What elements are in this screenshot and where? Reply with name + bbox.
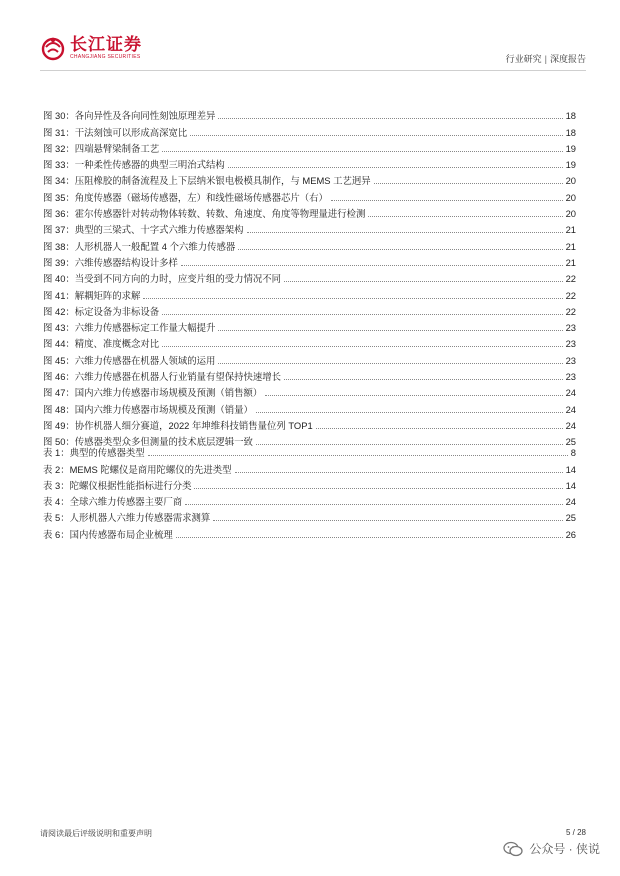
toc-page-number: 26 — [565, 528, 576, 540]
dot-leader — [190, 135, 562, 136]
toc-page-number: 22 — [565, 273, 576, 285]
toc-page-number: 21 — [565, 256, 576, 268]
dot-leader — [284, 281, 563, 282]
dot-leader — [176, 537, 563, 538]
toc-entry-label: 图 37：典型的三梁式、十字式六维力传感器架构 — [43, 224, 244, 236]
dot-leader — [228, 167, 563, 168]
dot-leader — [284, 379, 563, 380]
toc-page-number: 20 — [565, 175, 576, 187]
table-list — [43, 443, 576, 541]
dot-leader — [143, 298, 562, 299]
toc-entry-label: 图 48：国内六维力传感器市场规模及预测（销量） — [43, 403, 253, 415]
toc-page-number: 24 — [565, 419, 576, 431]
toc-page-number: 23 — [565, 371, 576, 383]
wechat-watermark — [503, 840, 600, 857]
toc-entry-label: 图 33：一种柔性传感器的典型三明治式结构 — [43, 159, 225, 171]
toc-entry-label: 图 36：霍尔传感器针对转动物体转数、转数、角速度、角度等物理量进行检测 — [43, 208, 366, 220]
logo-english-name: CHANGJIANG SECURITIES — [70, 53, 141, 60]
toc-row[interactable] — [43, 122, 576, 138]
dot-leader — [194, 488, 562, 489]
toc-entry-label: 图 34：压阻橡胶的制备流程及上下层纳米银电极模具制作，与 MEMS 工艺迥异 — [43, 175, 371, 187]
company-logo — [40, 30, 142, 66]
toc-row[interactable] — [43, 171, 576, 187]
toc-entry-label: 图 46：六维力传感器在机器人行业销量有望保持快速增长 — [43, 371, 282, 383]
toc-page-number: 18 — [565, 110, 576, 122]
dot-leader — [148, 455, 568, 456]
page-header — [40, 30, 586, 66]
toc-page-number: 23 — [565, 354, 576, 366]
dot-leader — [213, 520, 562, 521]
toc-row[interactable] — [43, 236, 576, 252]
dot-leader — [218, 118, 562, 119]
figure-list — [43, 106, 576, 448]
toc-page-number: 21 — [565, 224, 576, 236]
wechat-icon — [503, 841, 523, 857]
toc-page-number: 20 — [565, 191, 576, 203]
toc-entry-label: 图 30：各向异性及各向同性刻蚀原理差异 — [43, 110, 216, 122]
toc-entry-label: 图 31：干法刻蚀可以形成高深宽比 — [43, 126, 188, 138]
watermark-text: 公众号 · 侠说 — [529, 842, 600, 856]
toc-entry-label: 图 38：人形机器人一般配置 4 个六维力传感器 — [43, 240, 236, 252]
toc-row[interactable] — [43, 220, 576, 236]
toc-page-number: 8 — [570, 447, 576, 459]
toc-row[interactable] — [43, 187, 576, 203]
toc-entry-label: 表 6：国内传感器布局企业梳理 — [43, 528, 173, 540]
dot-leader — [162, 346, 562, 347]
logo-chinese-name: 长江证券 — [70, 34, 142, 55]
toc-row[interactable] — [43, 285, 576, 301]
toc-entry-label: 图 39：六维传感器结构设计多样 — [43, 256, 178, 268]
toc-entry-label: 表 4：全球六维力传感器主要厂商 — [43, 496, 183, 508]
toc-entry-label: 图 44：精度、准度概念对比 — [43, 338, 160, 350]
dot-leader — [374, 183, 563, 184]
toc-page-number: 24 — [565, 403, 576, 415]
toc-page-number: 23 — [565, 322, 576, 334]
toc-row[interactable] — [43, 350, 576, 366]
dot-leader — [218, 330, 562, 331]
toc-page-number: 21 — [565, 240, 576, 252]
toc-row[interactable] — [43, 302, 576, 318]
toc-entry-label: 图 50：传感器类型众多但测量的技术底层逻辑一致 — [43, 436, 253, 448]
toc-page-number: 18 — [565, 126, 576, 138]
toc-page-number: 24 — [565, 387, 576, 399]
dot-leader — [185, 504, 562, 505]
dot-leader — [331, 200, 563, 201]
logo-emblem-icon — [40, 35, 66, 61]
toc-page-number: 22 — [565, 305, 576, 317]
toc-row[interactable] — [43, 155, 576, 171]
toc-row[interactable] — [43, 416, 576, 432]
toc-page-number: 20 — [565, 208, 576, 220]
dot-leader — [162, 151, 562, 152]
toc-row[interactable] — [43, 334, 576, 350]
toc-entry-label: 表 3：陀螺仪根据性能指标进行分类 — [43, 479, 192, 491]
dot-leader — [235, 472, 563, 473]
toc-row[interactable] — [43, 383, 576, 399]
header-divider — [40, 70, 586, 71]
toc-row[interactable] — [43, 139, 576, 155]
toc-entry-label: 图 35：角度传感器（磁场传感器，左）和线性磁场传感器芯片（右） — [43, 191, 328, 203]
dot-leader — [218, 363, 562, 364]
dot-leader — [238, 249, 562, 250]
page-number: 5 / 28 — [565, 828, 586, 837]
toc-entry-label: 表 2：MEMS 陀螺仪是商用陀螺仪的先进类型 — [43, 463, 232, 475]
dot-leader — [316, 428, 563, 429]
toc-row[interactable] — [43, 508, 576, 524]
toc-entry-label: 图 47：国内六维力传感器市场规模及预测（销售额） — [43, 387, 263, 399]
toc-page-number: 19 — [565, 142, 576, 154]
category-label: 行业研究 — [505, 54, 542, 64]
toc-page-number: 23 — [565, 338, 576, 350]
toc-row[interactable] — [43, 524, 576, 540]
report-category — [506, 52, 586, 65]
dot-leader — [368, 216, 562, 217]
toc-entry-label: 图 41：解耦矩阵的求解 — [43, 289, 141, 301]
toc-page-number: 25 — [565, 512, 576, 524]
dot-leader — [247, 232, 563, 233]
toc-page-number: 25 — [565, 436, 576, 448]
toc-row[interactable] — [43, 204, 576, 220]
dot-leader — [265, 395, 562, 396]
report-type-label: 深度报告 — [549, 54, 586, 64]
toc-entry-label: 图 32：四端悬臂梁制备工艺 — [43, 142, 160, 154]
header-separator: | — [544, 54, 547, 64]
toc-page-number: 19 — [565, 159, 576, 171]
toc-entry-label: 图 43：六维力传感器标定工作量大幅提升 — [43, 322, 216, 334]
toc-page-number: 24 — [565, 496, 576, 508]
toc-entry-label: 图 40：当受到不同方向的力时，应变片组的受力情况不同 — [43, 273, 282, 285]
toc-row[interactable] — [43, 492, 576, 508]
toc-row[interactable] — [43, 399, 576, 415]
dot-leader — [181, 265, 563, 266]
toc-row[interactable] — [43, 269, 576, 285]
toc-row[interactable] — [43, 253, 576, 269]
toc-row[interactable] — [43, 476, 576, 492]
toc-entry-label: 表 1：典型的传感器类型 — [43, 447, 145, 459]
toc-entry-label: 图 42：标定设备为非标设备 — [43, 305, 160, 317]
toc-entry-label: 图 49：协作机器人细分赛道，2022 年坤维科技销售量位列 TOP1 — [43, 419, 313, 431]
dot-leader — [256, 412, 563, 413]
dot-leader — [162, 314, 562, 315]
toc-row[interactable] — [43, 443, 576, 459]
toc-entry-label: 表 5：人形机器人六维力传感器需求测算 — [43, 512, 211, 524]
toc-row[interactable] — [43, 367, 576, 383]
toc-page-number: 14 — [565, 479, 576, 491]
toc-page-number: 22 — [565, 289, 576, 301]
toc-row[interactable] — [43, 106, 576, 122]
toc-page-number: 14 — [565, 463, 576, 475]
disclaimer-note: 请阅读最后评级说明和重要声明 — [40, 829, 152, 838]
toc-entry-label: 图 45：六维力传感器在机器人领域的运用 — [43, 354, 216, 366]
toc-row[interactable] — [43, 459, 576, 475]
toc-row[interactable] — [43, 318, 576, 334]
